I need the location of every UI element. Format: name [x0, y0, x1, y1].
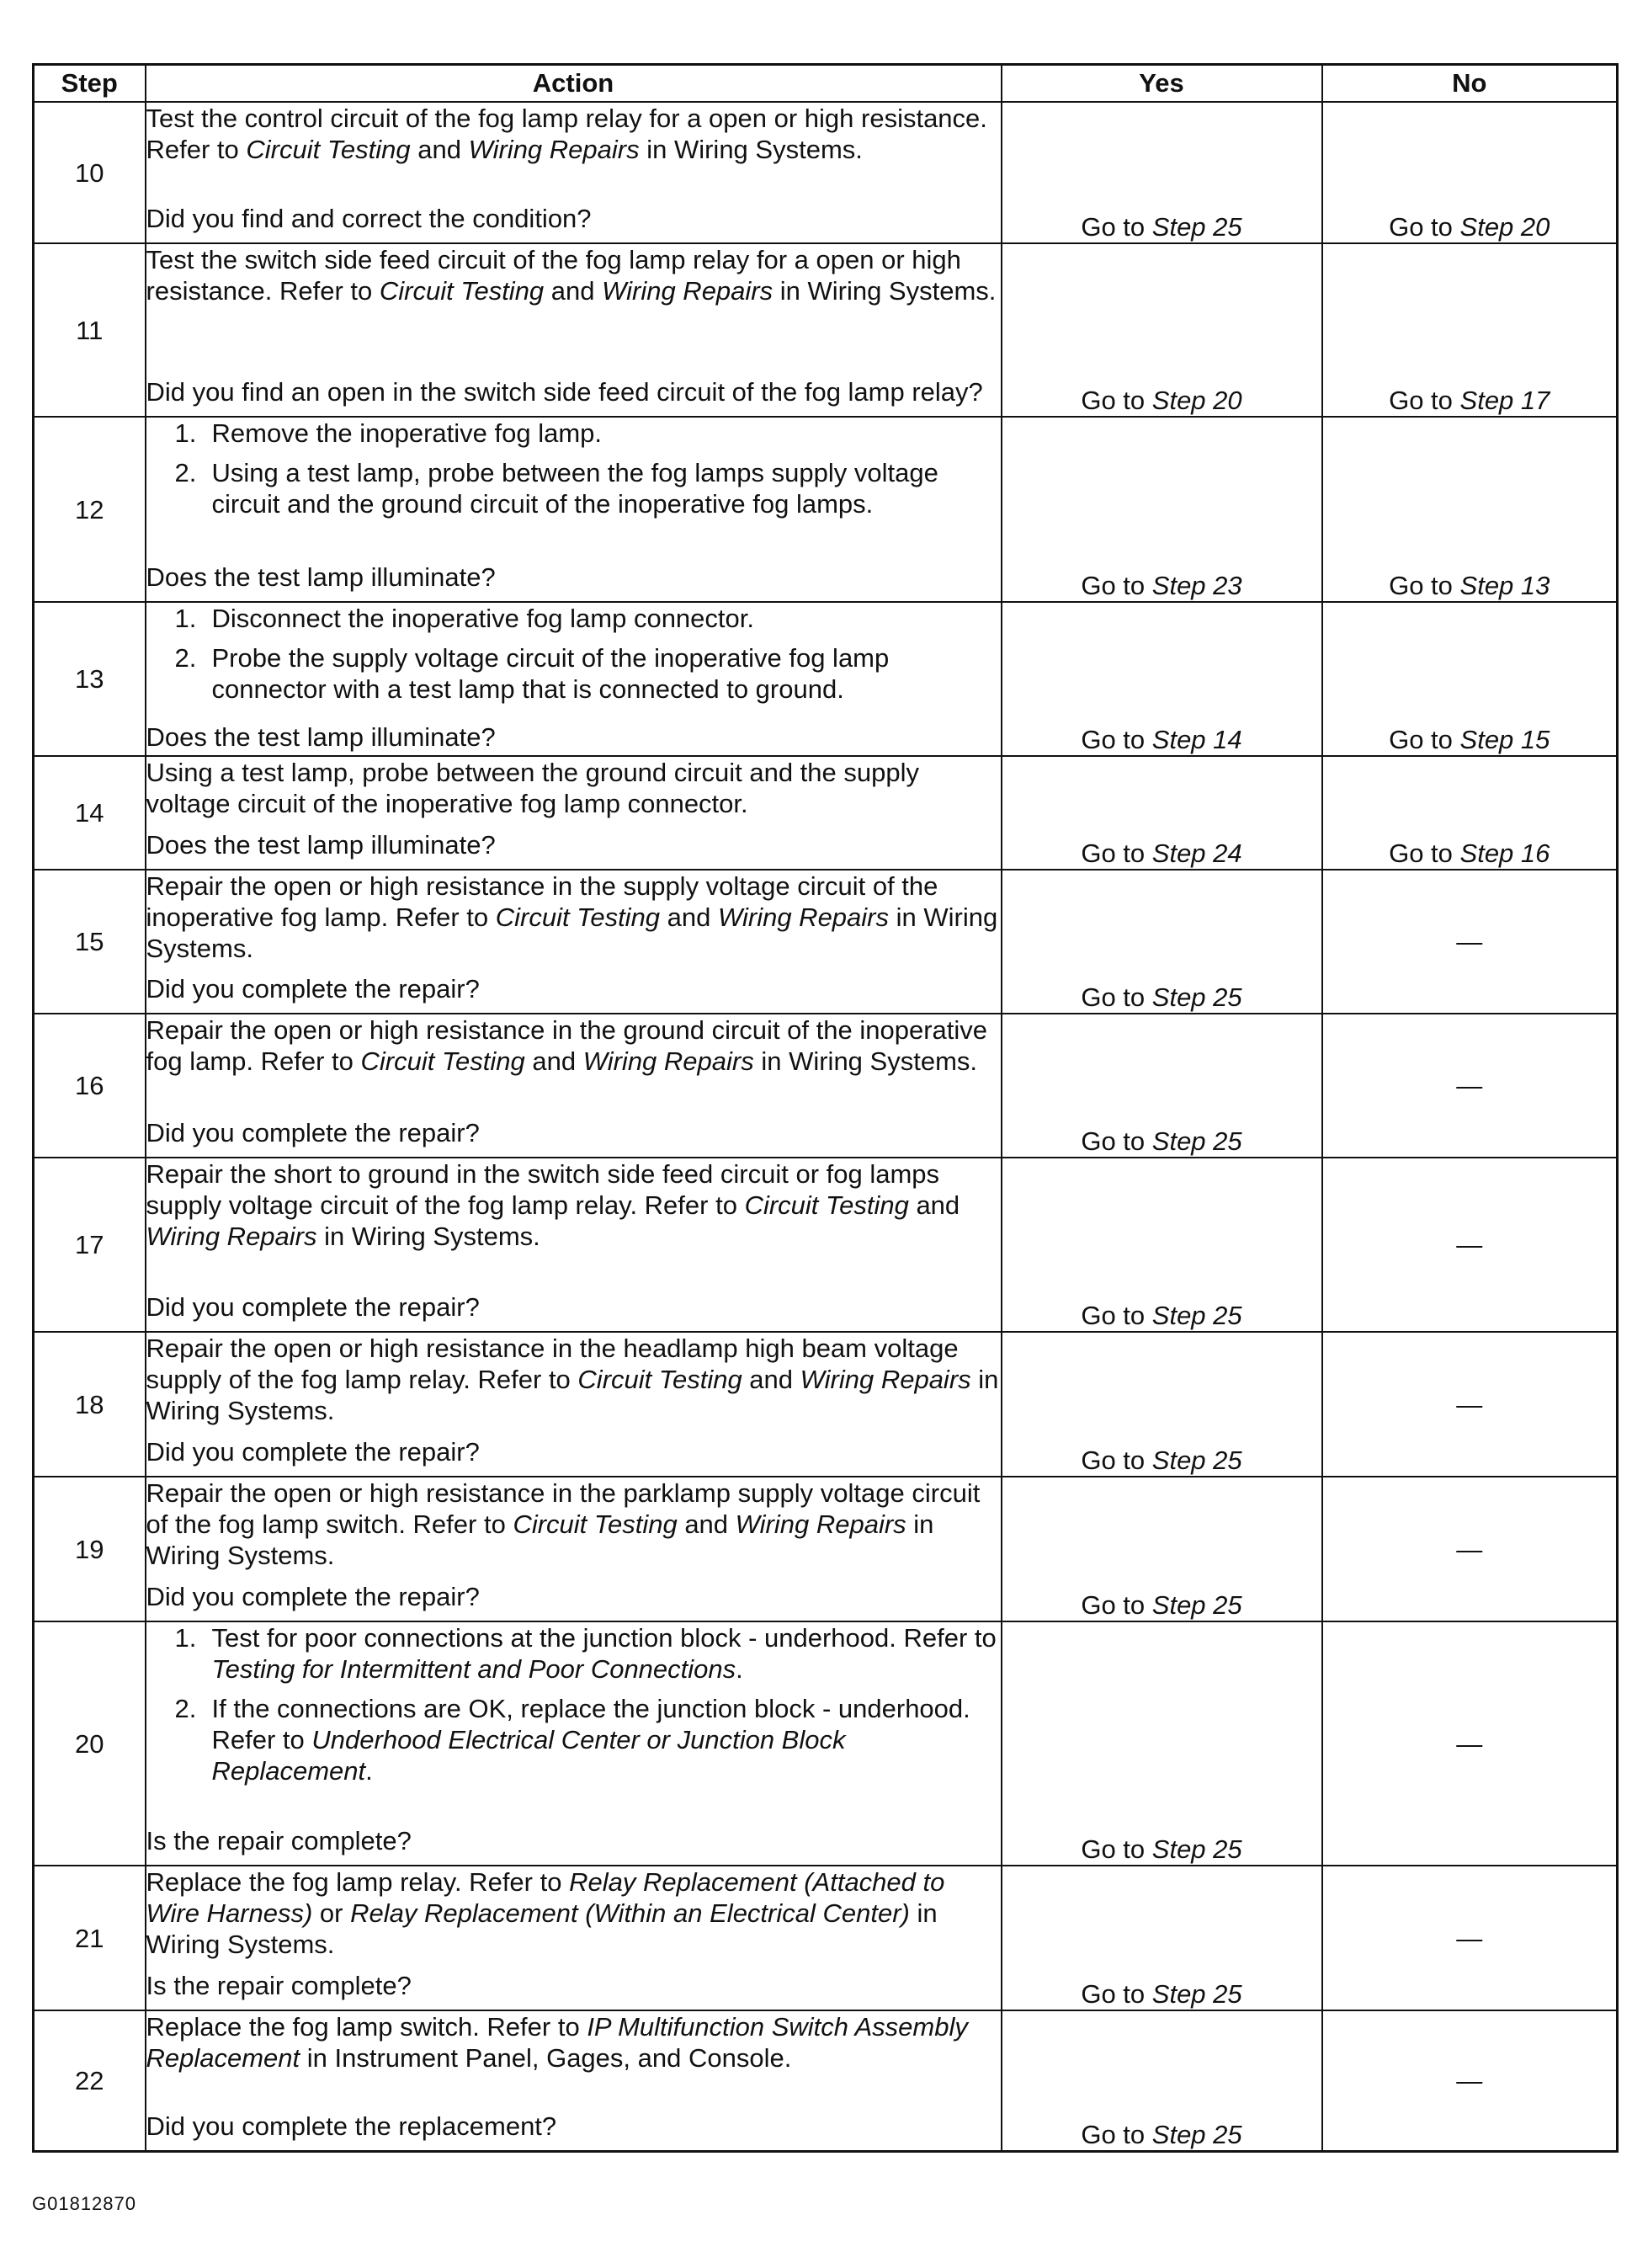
- goto-label: Go to: [1081, 2119, 1152, 2149]
- goto-label: Go to: [1389, 386, 1460, 415]
- action-content: [146, 1477, 1001, 1612]
- action-content: [146, 603, 1001, 753]
- yes-cell: [1002, 1158, 1322, 1332]
- action-cell: [146, 1158, 1002, 1332]
- step-number: 12: [34, 417, 146, 602]
- action-text: in Wiring Systems.: [639, 135, 863, 164]
- action-instructions: [146, 603, 1001, 713]
- yes-cell: [1002, 417, 1322, 602]
- action-text: and: [742, 1365, 800, 1394]
- reference-text: Wiring Repairs: [602, 276, 773, 306]
- step-number: 15: [34, 870, 146, 1014]
- reference-text: Wiring Repairs: [582, 1046, 754, 1076]
- action-content: [146, 1158, 1001, 1323]
- list-text: [212, 418, 1001, 449]
- action-content: [146, 2011, 1001, 2142]
- action-text: and: [410, 135, 469, 164]
- action-instructions: [146, 1158, 1001, 1252]
- yes-cell: [1002, 1014, 1322, 1158]
- goto-step: Step 20: [1151, 386, 1242, 415]
- no-result: [1323, 724, 1617, 755]
- action-list-item: [146, 457, 1001, 519]
- action-cell: [146, 1866, 1002, 2010]
- question-text: Does the test lamp illuminate?: [146, 722, 496, 752]
- table-row: [34, 417, 1618, 602]
- no-cell: [1322, 243, 1618, 417]
- goto-step: Step 17: [1459, 386, 1550, 415]
- yes-result: [1002, 838, 1321, 869]
- action-paragraph: [146, 244, 1001, 306]
- table-header-row: [34, 65, 1618, 103]
- step-number: 14: [34, 756, 146, 870]
- goto-step: Step 25: [1151, 982, 1242, 1012]
- action-instructions: [146, 418, 1001, 528]
- goto-step: Step 25: [1151, 212, 1242, 242]
- yes-result: [1002, 570, 1321, 601]
- header-action: Action: [146, 65, 1002, 103]
- list-text: [212, 1693, 1001, 1786]
- action-content: [146, 757, 1001, 860]
- no-cell-dash: —: [1322, 870, 1618, 1014]
- reference-text: Underhood Electrical Center or Junction Block Replacement: [211, 1725, 846, 1786]
- yes-result: [1002, 1445, 1321, 1476]
- reference-text: Circuit Testing: [379, 276, 545, 306]
- action-list-item: [146, 1622, 1001, 1685]
- goto-label: Go to: [1081, 982, 1152, 1012]
- action-text: and: [908, 1190, 960, 1220]
- action-text: Repair the open or high resistance in the headlamp high beam voltage supply of the fog lamp relay. Refer to: [146, 1334, 959, 1394]
- step-number: 19: [34, 1477, 146, 1621]
- reference-text: IP Multifunction Switch Assembly Replacement: [146, 2012, 968, 2073]
- reference-text: Circuit Testing: [577, 1365, 742, 1394]
- action-content: [146, 103, 1001, 234]
- diagnostic-table: [32, 63, 1619, 2153]
- reference-text: Circuit Testing: [495, 902, 661, 932]
- question-text: Did you find an open in the switch side feed circuit of the fog lamp relay?: [146, 377, 983, 407]
- goto-label: Go to: [1389, 571, 1460, 600]
- goto-label: Go to: [1081, 1590, 1152, 1620]
- list-number: 1.: [174, 418, 197, 448]
- yes-cell: [1002, 1866, 1322, 2010]
- action-paragraph: [146, 1158, 1001, 1252]
- table-row: [34, 756, 1618, 870]
- goto-step: Step 13: [1459, 571, 1550, 600]
- action-instructions: [146, 1333, 1001, 1426]
- no-cell: [1322, 102, 1618, 243]
- list-number: 2.: [174, 643, 197, 673]
- reference-text: Circuit Testing: [744, 1190, 909, 1220]
- header-no: No: [1322, 65, 1618, 103]
- goto-step: Step 20: [1459, 212, 1550, 242]
- action-list-item: [146, 1693, 1001, 1786]
- action-text: .: [365, 1756, 373, 1786]
- action-text: Test the switch side feed circuit of the fog lamp relay for a open or high resistance. Refer to: [146, 245, 961, 306]
- action-list-item: [146, 603, 1001, 634]
- goto-label: Go to: [1081, 1979, 1152, 2009]
- action-instructions: [146, 1866, 1001, 1960]
- action-text: Repair the open or high resistance in the supply voltage circuit of the inoperative fog lamp. Refer to: [146, 871, 938, 932]
- action-instructions: [146, 870, 1001, 964]
- goto-label: Go to: [1081, 212, 1152, 242]
- reference-text: Wiring Repairs: [735, 1509, 906, 1539]
- action-cell: [146, 1621, 1002, 1866]
- action-text: in Instrument Panel, Gages, and Console.: [300, 2043, 792, 2073]
- question-text: Did you complete the replacement?: [146, 2111, 557, 2141]
- question-text: Did you complete the repair?: [146, 1292, 480, 1322]
- table-row: [34, 102, 1618, 243]
- action-instructions: [146, 757, 1001, 819]
- no-cell: [1322, 602, 1618, 756]
- yes-result: [1002, 211, 1321, 242]
- table-row: [34, 1866, 1618, 2010]
- action-paragraph: [146, 870, 1001, 964]
- action-text: in Wiring Systems.: [753, 1046, 978, 1076]
- action-paragraph: [146, 1014, 1001, 1077]
- list-number: 2.: [174, 1694, 197, 1723]
- no-cell-dash: —: [1322, 1477, 1618, 1621]
- action-content: [146, 244, 1001, 407]
- reference-text: Relay Replacement (Within an Electrical Center): [350, 1898, 910, 1928]
- action-cell: [146, 870, 1002, 1014]
- no-result: [1323, 570, 1617, 601]
- reference-text: Wiring Repairs: [718, 902, 889, 932]
- goto-label: Go to: [1081, 1126, 1152, 1156]
- goto-step: Step 23: [1151, 571, 1242, 600]
- yes-result: [1002, 1300, 1321, 1331]
- no-cell: [1322, 417, 1618, 602]
- action-list-item: [146, 418, 1001, 449]
- yes-cell: [1002, 756, 1322, 870]
- question-text: Did you complete the repair?: [146, 1582, 480, 1611]
- goto-label: Go to: [1389, 725, 1460, 754]
- action-content: [146, 1333, 1001, 1467]
- action-text: in Wiring Systems.: [146, 902, 998, 963]
- question-text: Did you complete the repair?: [146, 1437, 480, 1467]
- goto-label: Go to: [1081, 839, 1152, 868]
- goto-label: Go to: [1081, 386, 1152, 415]
- table-row: [34, 2010, 1618, 2151]
- step-number: 17: [34, 1158, 146, 1332]
- action-instructions: [146, 1014, 1001, 1077]
- goto-step: Step 25: [1151, 1834, 1242, 1864]
- goto-step: Step 14: [1151, 725, 1242, 754]
- goto-label: Go to: [1389, 839, 1460, 868]
- yes-result: [1002, 1589, 1321, 1621]
- action-paragraph: [146, 2011, 1001, 2074]
- action-text: and: [677, 1509, 736, 1539]
- question-text: Did you complete the repair?: [146, 974, 480, 1004]
- no-cell: [1322, 756, 1618, 870]
- action-text: .: [736, 1654, 743, 1684]
- no-result: [1323, 211, 1617, 242]
- no-result: [1323, 385, 1617, 416]
- yes-result: [1002, 982, 1321, 1013]
- step-number: 13: [34, 602, 146, 756]
- list-text: [212, 457, 1001, 519]
- action-text: Repair the open or high resistance in the parklamp supply voltage circuit of the fog lamp switch. Refer to: [146, 1478, 981, 1539]
- action-text: Repair the short to ground in the switch side feed circuit or fog lamps supply voltage circuit of the fog lamp relay. Refer to: [146, 1159, 940, 1220]
- action-cell: [146, 417, 1002, 602]
- question-text: Does the test lamp illuminate?: [146, 830, 496, 860]
- table-row: [34, 1332, 1618, 1477]
- action-text: Test the control circuit of the fog lamp relay for a open or high resistance. Refer to: [146, 104, 987, 164]
- reference-text: Wiring Repairs: [146, 1222, 317, 1251]
- step-number: 16: [34, 1014, 146, 1158]
- goto-step: Step 25: [1151, 2119, 1242, 2149]
- yes-cell: [1002, 102, 1322, 243]
- table-row: [34, 1158, 1618, 1332]
- yes-cell: [1002, 1332, 1322, 1477]
- action-text: Remove the inoperative fog lamp.: [211, 418, 603, 448]
- action-cell: [146, 1477, 1002, 1621]
- table-row: [34, 870, 1618, 1014]
- question-text: Did you complete the repair?: [146, 1118, 480, 1147]
- goto-step: Step 25: [1151, 1301, 1242, 1330]
- action-list-item: [146, 642, 1001, 705]
- action-content: [146, 1014, 1001, 1148]
- action-paragraph: [146, 757, 1001, 819]
- yes-result: [1002, 724, 1321, 755]
- action-text: Repair the open or high resistance in the ground circuit of the inoperative fog lamp. Refer to: [146, 1015, 987, 1076]
- action-instructions: [146, 244, 1001, 306]
- goto-step: Step 25: [1151, 1979, 1242, 2009]
- goto-label: Go to: [1081, 1301, 1152, 1330]
- action-text: in Wiring Systems.: [773, 276, 997, 306]
- action-text: or: [312, 1898, 351, 1928]
- figure-id: G01812870: [32, 2193, 136, 2214]
- action-cell: [146, 243, 1002, 417]
- action-text: If the connections are OK, replace the junction block - underhood. Refer to: [211, 1694, 970, 1754]
- yes-cell: [1002, 2010, 1322, 2151]
- action-cell: [146, 2010, 1002, 2151]
- no-result: [1323, 838, 1617, 869]
- question-text: Did you find and correct the condition?: [146, 204, 592, 233]
- yes-cell: [1002, 1477, 1322, 1621]
- action-instructions: [146, 1477, 1001, 1571]
- action-paragraph: [146, 1477, 1001, 1571]
- no-cell-dash: —: [1322, 1158, 1618, 1332]
- yes-result: [1002, 1126, 1321, 1157]
- question-text: Is the repair complete?: [146, 1826, 412, 1855]
- goto-label: Go to: [1081, 1834, 1152, 1864]
- goto-step: Step 25: [1151, 1126, 1242, 1156]
- action-content: [146, 1622, 1001, 1856]
- action-text: and: [660, 902, 718, 932]
- action-text: Replace the fog lamp relay. Refer to: [146, 1867, 570, 1897]
- list-text: [212, 603, 1001, 634]
- list-number: 2.: [174, 458, 197, 487]
- step-number: 22: [34, 2010, 146, 2151]
- action-cell: [146, 1332, 1002, 1477]
- yes-cell: [1002, 1621, 1322, 1866]
- reference-text: Circuit Testing: [246, 135, 411, 164]
- table-row: [34, 1621, 1618, 1866]
- goto-label: Go to: [1389, 212, 1460, 242]
- action-text: in Wiring Systems.: [316, 1222, 540, 1251]
- yes-cell: [1002, 870, 1322, 1014]
- yes-result: [1002, 1834, 1321, 1865]
- action-text: in Wiring Systems.: [146, 1898, 938, 1959]
- list-text: [212, 642, 1001, 705]
- goto-step: Step 24: [1151, 839, 1242, 868]
- action-content: [146, 1866, 1001, 2001]
- action-instructions: [146, 103, 1001, 165]
- action-cell: [146, 756, 1002, 870]
- list-number: 1.: [174, 1623, 197, 1653]
- table-row: [34, 1477, 1618, 1621]
- action-paragraph: [146, 103, 1001, 165]
- action-text: Probe the supply voltage circuit of the inoperative fog lamp connector with a test lamp that is connected to ground.: [211, 643, 890, 704]
- header-yes: Yes: [1002, 65, 1322, 103]
- action-paragraph: [146, 1333, 1001, 1426]
- table-body: [34, 102, 1618, 2151]
- goto-step: Step 25: [1151, 1445, 1242, 1475]
- goto-step: Step 16: [1459, 839, 1550, 868]
- yes-cell: [1002, 243, 1322, 417]
- yes-result: [1002, 2119, 1321, 2150]
- step-number: 20: [34, 1621, 146, 1866]
- list-text: [212, 1622, 1001, 1685]
- action-text: Replace the fog lamp switch. Refer to: [146, 2012, 587, 2042]
- goto-step: Step 25: [1151, 1590, 1242, 1620]
- action-text: and: [524, 1046, 583, 1076]
- yes-result: [1002, 1978, 1321, 2010]
- no-cell-dash: —: [1322, 1621, 1618, 1866]
- action-content: [146, 418, 1001, 593]
- action-content: [146, 870, 1001, 1004]
- goto-step: Step 15: [1459, 725, 1550, 754]
- table-row: [34, 1014, 1618, 1158]
- action-text: Test for poor connections at the junction block - underhood. Refer to: [211, 1623, 997, 1653]
- action-text: and: [544, 276, 603, 306]
- reference-text: Circuit Testing: [360, 1046, 525, 1076]
- goto-label: Go to: [1081, 725, 1152, 754]
- goto-label: Go to: [1081, 1445, 1152, 1475]
- reference-text: Wiring Repairs: [468, 135, 640, 164]
- action-text: Using a test lamp, probe between the fog lamps supply voltage circuit and the ground circuit of the inoperative fog lamps.: [211, 458, 938, 519]
- action-cell: [146, 602, 1002, 756]
- action-cell: [146, 102, 1002, 243]
- step-number: 21: [34, 1866, 146, 2010]
- list-number: 1.: [174, 604, 197, 633]
- table-row: [34, 243, 1618, 417]
- yes-result: [1002, 385, 1321, 416]
- yes-cell: [1002, 602, 1322, 756]
- table-row: [34, 602, 1618, 756]
- action-text: in Wiring Systems.: [146, 1509, 934, 1570]
- question-text: Does the test lamp illuminate?: [146, 562, 496, 592]
- reference-text: Wiring Repairs: [800, 1365, 971, 1394]
- reference-text: Circuit Testing: [513, 1509, 678, 1539]
- step-number: 10: [34, 102, 146, 243]
- action-text: Using a test lamp, probe between the ground circuit and the supply voltage circuit of the inoperative fog lamp connector.: [146, 758, 919, 818]
- no-cell-dash: —: [1322, 1014, 1618, 1158]
- no-cell-dash: —: [1322, 1332, 1618, 1477]
- action-cell: [146, 1014, 1002, 1158]
- step-number: 11: [34, 243, 146, 417]
- action-instructions: [146, 1622, 1001, 1795]
- question-text: Is the repair complete?: [146, 1971, 412, 2000]
- header-step: Step: [34, 65, 146, 103]
- goto-label: Go to: [1081, 571, 1152, 600]
- action-text: Disconnect the inoperative fog lamp connector.: [211, 604, 754, 633]
- action-paragraph: [146, 1866, 1001, 1960]
- no-cell-dash: —: [1322, 1866, 1618, 2010]
- no-cell-dash: —: [1322, 2010, 1618, 2151]
- action-instructions: [146, 2011, 1001, 2074]
- action-text: in Wiring Systems.: [146, 1365, 999, 1425]
- reference-text: Relay Replacement (Attached to Wire Harness): [146, 1867, 945, 1928]
- reference-text: Testing for Intermittent and Poor Connections: [211, 1654, 736, 1684]
- step-number: 18: [34, 1332, 146, 1477]
